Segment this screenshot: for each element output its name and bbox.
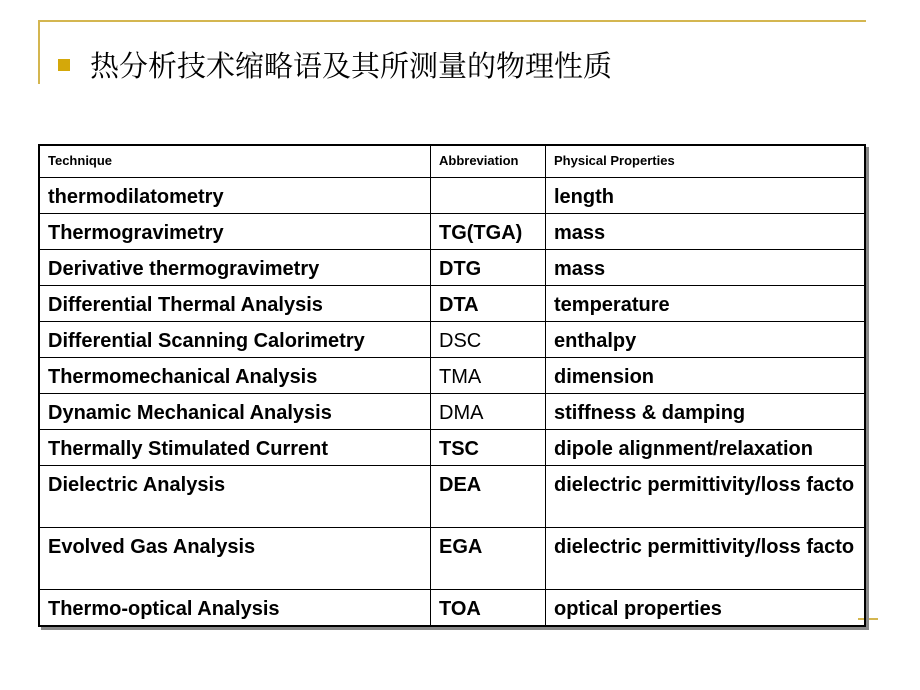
abbreviation-cell: TOA [431, 590, 546, 627]
table-row [39, 250, 865, 286]
technique-cell: Derivative thermogravimetry [39, 250, 431, 286]
property-cell: dipole alignment/relaxation [546, 430, 866, 466]
technique-cell: thermodilatometry [39, 178, 431, 214]
property-cell: mass [546, 250, 866, 286]
abbreviation-cell: DTG [431, 250, 546, 286]
table-row [39, 430, 865, 466]
slide-title: 热分析技术缩略语及其所测量的物理性质 [90, 49, 613, 83]
property-cell: dielectric permittivity/loss facto [546, 466, 866, 528]
left-rule [38, 20, 40, 84]
property-cell: temperature [546, 286, 866, 322]
table-row [39, 590, 865, 627]
square-bullet-icon [58, 59, 70, 71]
property-cell: enthalpy [546, 322, 866, 358]
technique-cell: Dielectric Analysis [39, 466, 431, 528]
technique-cell: Dynamic Mechanical Analysis [39, 394, 431, 430]
property-cell: dimension [546, 358, 866, 394]
table-row [39, 358, 865, 394]
technique-cell: Evolved Gas Analysis [39, 528, 431, 590]
property-cell: stiffness & damping [546, 394, 866, 430]
abbreviation-cell: DEA [431, 466, 546, 528]
table-row [39, 322, 865, 358]
property-cell: optical properties [546, 590, 866, 627]
table-row [39, 286, 865, 322]
abbreviation-cell [431, 178, 546, 214]
property-cell: length [546, 178, 866, 214]
technique-cell: Differential Scanning Calorimetry [39, 322, 431, 358]
abbreviation-cell: DTA [431, 286, 546, 322]
technique-cell: Differential Thermal Analysis [39, 286, 431, 322]
header-physical-properties: Physical Properties [546, 145, 866, 178]
abbreviation-cell: TSC [431, 430, 546, 466]
table-row [39, 394, 865, 430]
property-cell: dielectric permittivity/loss facto [546, 528, 866, 590]
abbreviation-cell: DSC [431, 322, 546, 358]
technique-cell: Thermally Stimulated Current [39, 430, 431, 466]
table-row [39, 466, 865, 528]
table-row [39, 214, 865, 250]
technique-cell: Thermo-optical Analysis [39, 590, 431, 627]
header-abbreviation: Abbreviation [431, 145, 546, 178]
thermal-analysis-table [38, 144, 866, 627]
table-header-row [39, 145, 865, 178]
property-cell: mass [546, 214, 866, 250]
technique-cell: Thermogravimetry [39, 214, 431, 250]
abbreviation-cell: DMA [431, 394, 546, 430]
header-technique: Technique [39, 145, 431, 178]
top-rule [38, 20, 866, 22]
abbreviation-cell: TG(TGA) [431, 214, 546, 250]
technique-cell: Thermomechanical Analysis [39, 358, 431, 394]
table-row [39, 178, 865, 214]
abbreviation-cell: TMA [431, 358, 546, 394]
title-row [58, 44, 612, 85]
abbreviation-cell: EGA [431, 528, 546, 590]
table-row [39, 528, 865, 590]
